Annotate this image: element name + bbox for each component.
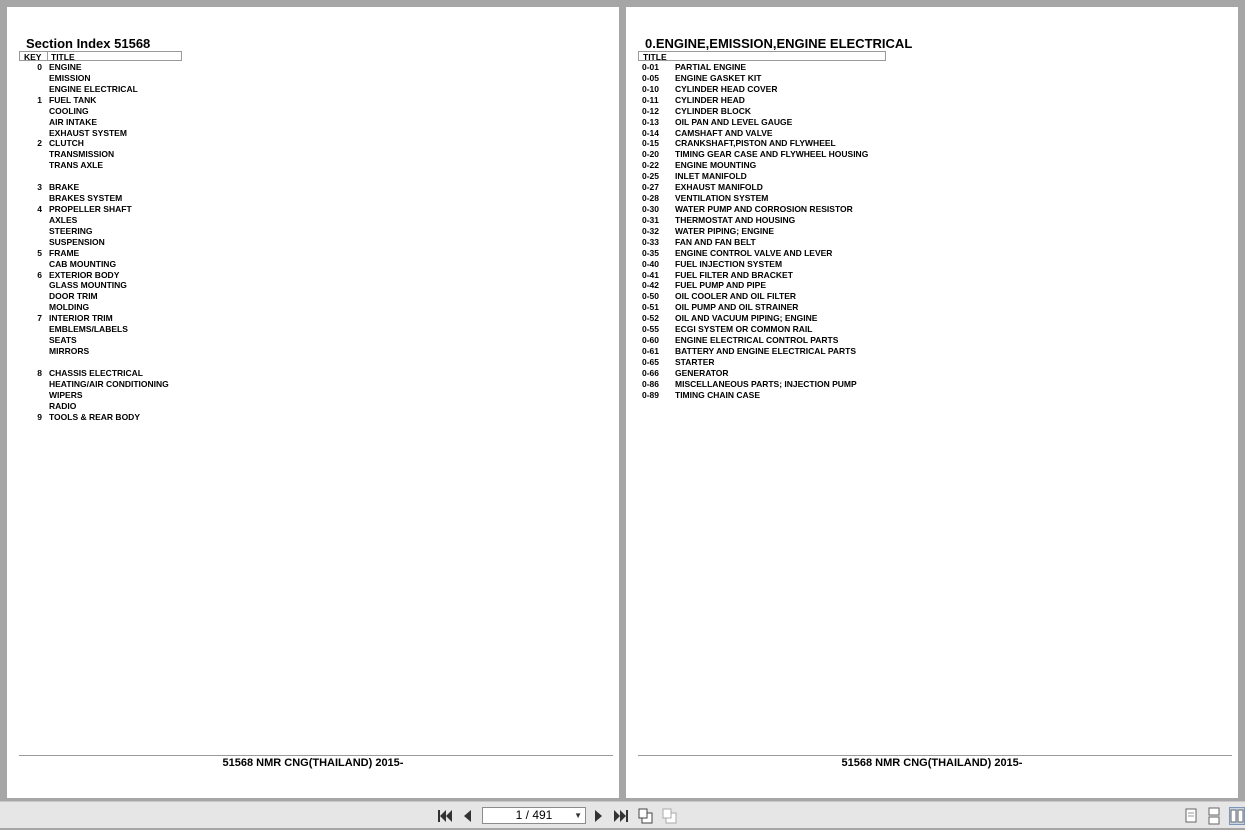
chevron-down-icon[interactable]: ▼ [574, 811, 582, 820]
section-title: INTERIOR TRIM [49, 313, 113, 324]
next-page-icon[interactable] [590, 807, 608, 825]
list-item[interactable] [14, 204, 314, 215]
list-item[interactable] [642, 128, 1142, 139]
list-item[interactable] [642, 368, 1142, 379]
list-item[interactable] [642, 313, 1142, 324]
group-title: CRANKSHAFT,PISTON AND FLYWHEEL [675, 138, 836, 149]
section-title: HEATING/AIR CONDITIONING [49, 378, 169, 389]
list-item[interactable] [642, 248, 1142, 259]
last-page-icon[interactable] [612, 807, 630, 825]
list-item[interactable] [642, 62, 1142, 73]
section-key: 3 [37, 182, 42, 193]
section-title: TRANS AXLE [49, 160, 103, 171]
page-footer: 51568 NMR CNG(THAILAND) 2015- [222, 757, 404, 769]
group-title: FUEL FILTER AND BRACKET [675, 269, 793, 280]
group-code: 0-05 [642, 72, 660, 83]
section-key: 5 [37, 247, 42, 258]
page-indicator: 1 / 491 [515, 808, 553, 822]
table-header [19, 51, 182, 61]
section-key: 6 [37, 269, 42, 280]
group-code: 0-10 [642, 83, 660, 94]
group-code: 0-51 [642, 302, 660, 313]
page-footer: 51568 NMR CNG(THAILAND) 2015- [841, 757, 1023, 769]
section-title: CAB MOUNTING [49, 258, 117, 269]
group-title: WATER PUMP AND CORROSION RESISTOR [675, 203, 853, 214]
list-item[interactable] [642, 149, 1142, 160]
section-title: CHASSIS ELECTRICAL [49, 367, 143, 378]
group-title: STARTER [675, 356, 715, 367]
group-code: 0-60 [642, 335, 660, 346]
section-title: EMBLEMS/LABELS [49, 324, 128, 335]
section-title: GLASS MOUNTING [49, 280, 127, 291]
list-item[interactable] [642, 270, 1142, 281]
list-item[interactable] [14, 270, 314, 281]
list-item[interactable] [14, 313, 314, 324]
list-item[interactable] [642, 237, 1142, 248]
list-item[interactable] [14, 237, 314, 248]
rotate-disabled-icon[interactable] [661, 807, 679, 825]
list-item[interactable] [642, 390, 1142, 401]
list-item[interactable] [642, 73, 1142, 84]
group-title: INLET MANIFOLD [675, 171, 747, 182]
list-item[interactable] [14, 215, 314, 226]
group-code: 0-27 [642, 182, 660, 193]
group-title: VENTILATION SYSTEM [675, 193, 769, 204]
list-item[interactable] [14, 357, 314, 368]
list-item[interactable] [14, 412, 314, 423]
section-title: AIR INTAKE [49, 116, 98, 127]
list-item[interactable] [14, 84, 314, 95]
document-page-right [626, 7, 1238, 798]
list-item[interactable] [14, 291, 314, 302]
list-item[interactable] [642, 182, 1142, 193]
list-item[interactable] [642, 335, 1142, 346]
list-item[interactable] [14, 302, 314, 313]
group-code: 0-35 [642, 247, 660, 258]
list-item[interactable] [14, 128, 314, 139]
group-code: 0-15 [642, 138, 660, 149]
group-code: 0-42 [642, 280, 660, 291]
section-title: SUSPENSION [49, 236, 105, 247]
section-title: BRAKE [49, 182, 80, 193]
group-title: FUEL INJECTION SYSTEM [675, 258, 783, 269]
document-page-left [7, 7, 619, 798]
rotate-icon[interactable] [637, 807, 655, 825]
list-item[interactable] [14, 248, 314, 259]
list-item[interactable] [14, 182, 314, 193]
single-page-view-icon[interactable] [1183, 807, 1199, 825]
group-title: ENGINE MOUNTING [675, 160, 757, 171]
section-key: 0 [37, 62, 42, 72]
list-item[interactable] [14, 95, 314, 106]
group-code: 0-89 [642, 389, 660, 400]
group-title: CYLINDER BLOCK [675, 105, 752, 116]
section-title: FRAME [49, 247, 80, 258]
page-number-input[interactable] [482, 807, 586, 824]
group-code: 0-28 [642, 193, 660, 204]
list-item[interactable] [642, 215, 1142, 226]
group-code: 0-01 [642, 62, 660, 72]
list-item[interactable] [642, 280, 1142, 291]
list-item[interactable] [14, 346, 314, 357]
list-item[interactable] [14, 106, 314, 117]
group-code: 0-31 [642, 214, 660, 225]
group-code: 0-65 [642, 356, 660, 367]
section-title: EXTERIOR BODY [49, 269, 120, 280]
section-key: 9 [37, 411, 42, 422]
group-title: OIL AND VACUUM PIPING; ENGINE [675, 313, 818, 324]
group-title: MISCELLANEOUS PARTS; INJECTION PUMP [675, 378, 857, 389]
section-title: ENGINE ELECTRICAL [49, 83, 138, 94]
section-title: MIRRORS [49, 345, 90, 356]
table-header [638, 51, 886, 61]
header-key: KEY [24, 52, 42, 62]
group-title: CYLINDER HEAD [675, 94, 745, 105]
group-title: BATTERY AND ENGINE ELECTRICAL PARTS [675, 345, 857, 356]
group-code: 0-12 [642, 105, 660, 116]
section-index-list [14, 62, 314, 422]
page-title: 0.ENGINE,EMISSION,ENGINE ELECTRICAL [645, 36, 913, 51]
group-code: 0-30 [642, 203, 660, 214]
list-item[interactable] [642, 226, 1142, 237]
section-title: EXHAUST SYSTEM [49, 127, 127, 138]
group-code: 0-32 [642, 225, 660, 236]
list-item[interactable] [642, 106, 1142, 117]
list-item[interactable] [14, 259, 314, 270]
section-key: 7 [37, 313, 42, 324]
section-title: TOOLS & REAR BODY [49, 411, 140, 422]
header-title: TITLE [643, 52, 667, 62]
section-title: BRAKES SYSTEM [49, 193, 123, 204]
list-item[interactable] [14, 379, 314, 390]
section-title: WIPERS [49, 389, 83, 400]
viewer-toolbar [0, 801, 1245, 828]
list-item[interactable] [14, 62, 314, 73]
two-page-view-icon[interactable] [1229, 807, 1245, 825]
section-title: STEERING [49, 225, 93, 236]
group-code: 0-33 [642, 236, 660, 247]
section-title: ENGINE [49, 62, 82, 72]
list-item[interactable] [14, 368, 314, 379]
group-title: PARTIAL ENGINE [675, 62, 746, 72]
group-code: 0-61 [642, 345, 660, 356]
list-item[interactable] [14, 73, 314, 84]
group-title: OIL COOLER AND OIL FILTER [675, 291, 797, 302]
list-item[interactable] [14, 160, 314, 171]
list-item[interactable] [14, 149, 314, 160]
group-code: 0-11 [642, 94, 659, 105]
group-title: THERMOSTAT AND HOUSING [675, 214, 796, 225]
group-title: CAMSHAFT AND VALVE [675, 127, 773, 138]
page-title: Section Index 51568 [26, 36, 151, 51]
group-title: ENGINE ELECTRICAL CONTROL PARTS [675, 335, 839, 346]
group-code: 0-41 [642, 269, 660, 280]
group-title: TIMING CHAIN CASE [675, 389, 760, 400]
group-code: 0-22 [642, 160, 660, 171]
previous-page-icon[interactable] [458, 807, 476, 825]
section-title: EMISSION [49, 72, 91, 83]
group-code: 0-52 [642, 313, 660, 324]
group-title: EXHAUST MANIFOLD [675, 182, 763, 193]
section-title: AXLES [49, 214, 78, 225]
list-item[interactable] [14, 401, 314, 412]
list-item[interactable] [642, 138, 1142, 149]
group-code: 0-40 [642, 258, 660, 269]
section-title: FUEL TANK [49, 94, 97, 105]
list-item[interactable] [642, 193, 1142, 204]
group-code: 0-50 [642, 291, 660, 302]
list-item[interactable] [642, 204, 1142, 215]
group-title: GENERATOR [675, 367, 729, 378]
list-item[interactable] [642, 379, 1142, 390]
list-item[interactable] [642, 117, 1142, 128]
list-item[interactable] [14, 117, 314, 128]
list-item[interactable] [642, 357, 1142, 368]
group-code: 0-13 [642, 116, 660, 127]
list-item[interactable] [642, 324, 1142, 335]
list-item[interactable] [642, 95, 1142, 106]
list-item[interactable] [14, 193, 314, 204]
section-title: DOOR TRIM [49, 291, 98, 302]
section-title: MOLDING [49, 302, 90, 313]
list-item[interactable] [14, 390, 314, 401]
list-item[interactable] [14, 335, 314, 346]
group-title: OIL PAN AND LEVEL GAUGE [675, 116, 793, 127]
list-item[interactable] [14, 280, 314, 291]
list-item[interactable] [642, 84, 1142, 95]
continuous-view-icon[interactable] [1206, 807, 1222, 825]
list-item[interactable] [14, 171, 314, 182]
section-key: 1 [37, 94, 42, 105]
group-title: ENGINE GASKET KIT [675, 72, 762, 83]
section-key: 2 [37, 138, 42, 149]
group-code: 0-25 [642, 171, 660, 182]
list-item[interactable] [14, 324, 314, 335]
group-title: ECGI SYSTEM OR COMMON RAIL [675, 324, 813, 335]
first-page-icon[interactable] [436, 807, 454, 825]
group-code: 0-14 [642, 127, 660, 138]
header-title: TITLE [51, 52, 75, 62]
list-item[interactable] [642, 160, 1142, 171]
group-title: FAN AND FAN BELT [675, 236, 756, 247]
group-code: 0-66 [642, 367, 660, 378]
group-title: FUEL PUMP AND PIPE [675, 280, 766, 291]
list-item[interactable] [642, 302, 1142, 313]
group-code: 0-55 [642, 324, 660, 335]
list-item[interactable] [642, 291, 1142, 302]
parts-group-list [642, 62, 1142, 401]
list-item[interactable] [14, 138, 314, 149]
section-title: PROPELLER SHAFT [49, 203, 132, 214]
group-code: 0-86 [642, 378, 660, 389]
group-title: WATER PIPING; ENGINE [675, 225, 775, 236]
group-title: ENGINE CONTROL VALVE AND LEVER [675, 247, 833, 258]
list-item[interactable] [14, 226, 314, 237]
section-title: SEATS [49, 335, 77, 346]
section-title: TRANSMISSION [49, 149, 115, 160]
list-item[interactable] [642, 259, 1142, 270]
section-title: COOLING [49, 105, 89, 116]
group-code: 0-20 [642, 149, 660, 160]
list-item[interactable] [642, 171, 1142, 182]
section-title: CLUTCH [49, 138, 84, 149]
section-key: 8 [37, 367, 42, 378]
group-title: CYLINDER HEAD COVER [675, 83, 778, 94]
group-title: OIL PUMP AND OIL STRAINER [675, 302, 799, 313]
section-title: RADIO [49, 400, 77, 411]
section-key: 4 [37, 203, 42, 214]
group-title: TIMING GEAR CASE AND FLYWHEEL HOUSING [675, 149, 869, 160]
list-item[interactable] [642, 346, 1142, 357]
